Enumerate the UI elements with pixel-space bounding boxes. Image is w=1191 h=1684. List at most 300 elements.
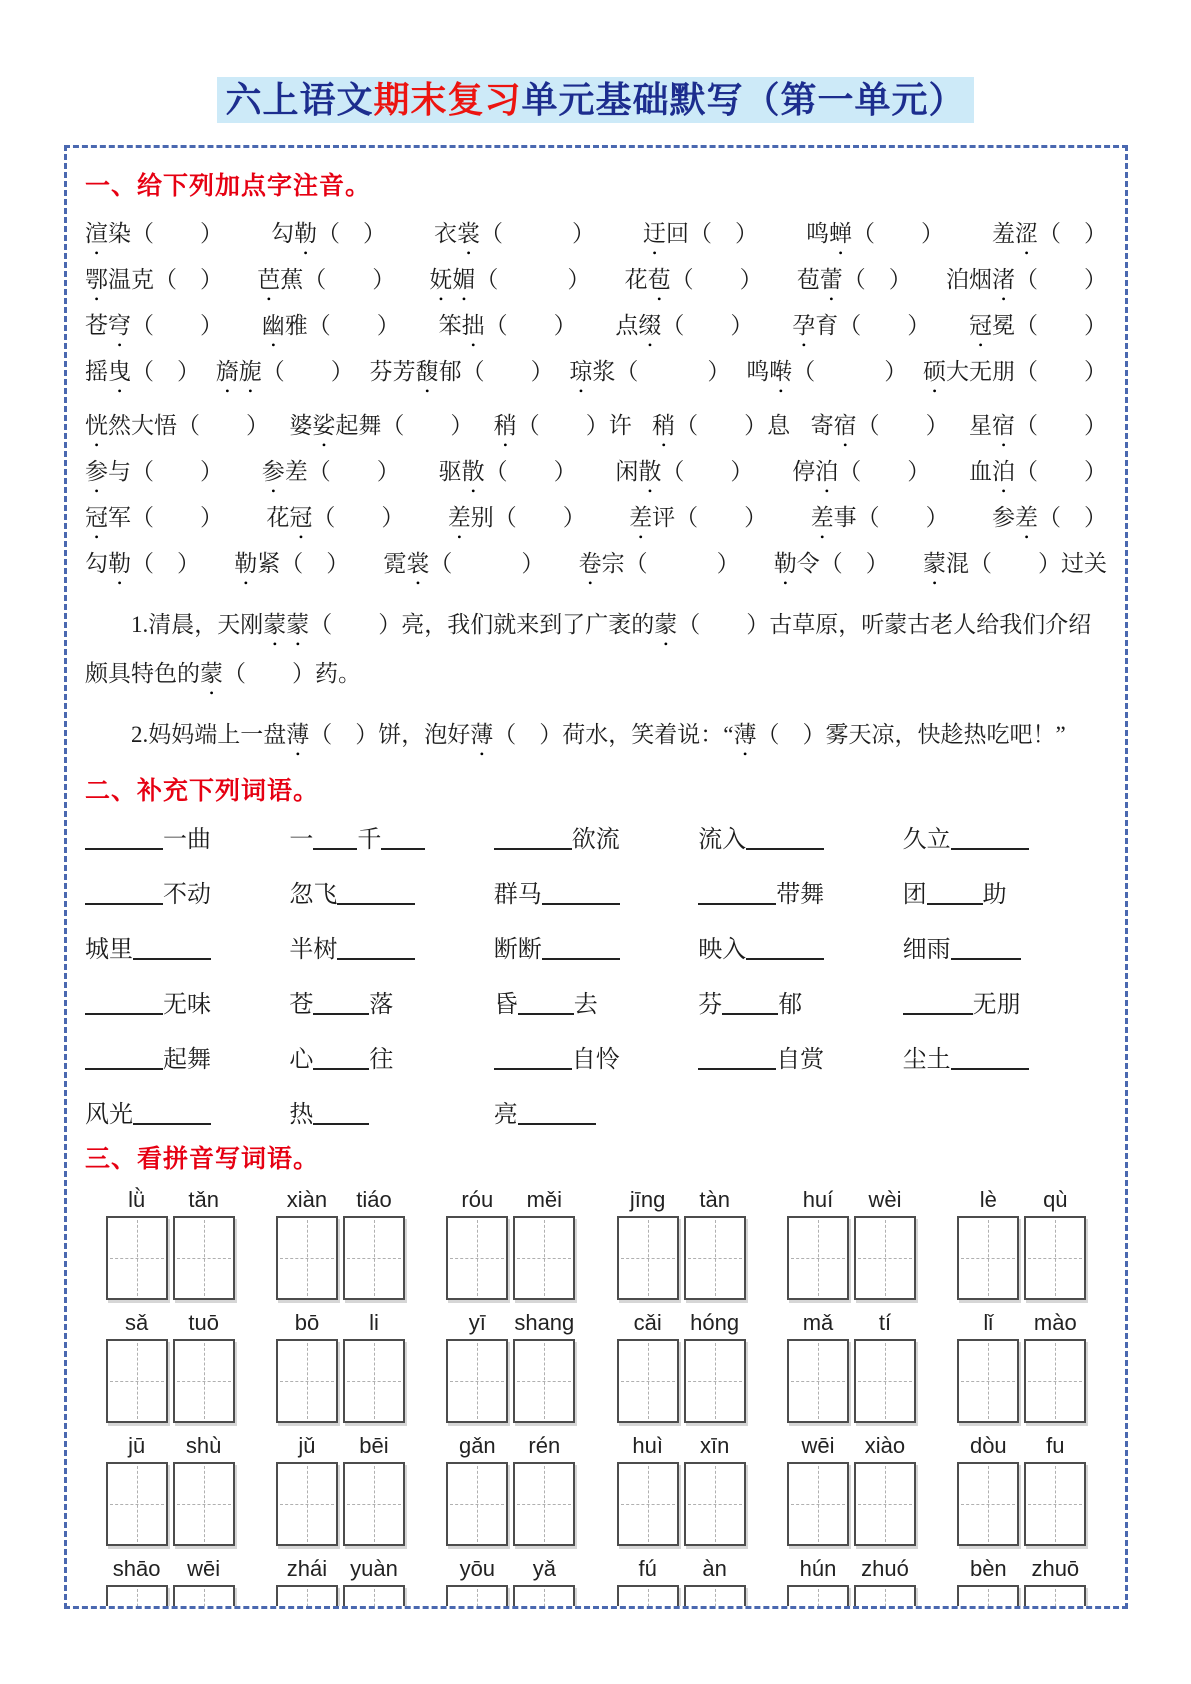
pinyin-syllable: qù bbox=[1043, 1187, 1068, 1212]
writing-box-group bbox=[766, 1585, 936, 1609]
writing-box-group bbox=[85, 1339, 255, 1423]
text-segment: 不动 bbox=[163, 882, 211, 908]
text-segment: 落 bbox=[369, 992, 394, 1018]
pinyin-writing-row bbox=[85, 1187, 1107, 1300]
text-segment: 苍 bbox=[85, 313, 108, 338]
pinyin-syllable: wēi bbox=[187, 1556, 221, 1581]
writing-box-group bbox=[937, 1585, 1107, 1609]
writing-box-group bbox=[426, 1339, 596, 1423]
pinyin-word-group bbox=[255, 1310, 425, 1336]
pinyin-word-group bbox=[937, 1433, 1107, 1459]
text-segment: （ ） bbox=[429, 551, 545, 576]
word-with-parens bbox=[271, 214, 386, 260]
writing-box-group bbox=[596, 1216, 766, 1300]
pinyin-syllable: tí bbox=[878, 1310, 892, 1335]
blank-line bbox=[903, 991, 973, 1015]
character-box bbox=[1024, 1585, 1086, 1609]
text-segment: 去 bbox=[573, 992, 598, 1018]
text-segment: 郁（ ） bbox=[438, 359, 554, 384]
word-with-parens bbox=[85, 452, 223, 498]
word-completion-item bbox=[289, 1094, 493, 1129]
word-with-parens bbox=[216, 352, 354, 398]
dotted-char: 勒 bbox=[234, 551, 258, 576]
text-segment: 事（ ） bbox=[833, 505, 949, 530]
character-box bbox=[343, 1462, 405, 1546]
section3-pinyin-writing-area bbox=[85, 1187, 1107, 1609]
character-box bbox=[173, 1462, 235, 1546]
text-segment: 点 bbox=[615, 313, 639, 338]
character-box bbox=[1024, 1339, 1086, 1423]
text-segment: 苍 bbox=[289, 992, 314, 1018]
text-segment: 浆（ ） bbox=[592, 359, 731, 384]
writing-box-group bbox=[937, 1339, 1107, 1423]
text-segment: 半树 bbox=[289, 937, 338, 963]
character-box bbox=[1024, 1462, 1086, 1546]
text-segment: 混（ ）过关 bbox=[945, 551, 1107, 576]
text-segment: （ ） bbox=[856, 413, 949, 438]
character-box bbox=[684, 1462, 746, 1546]
dotted-char: 稍 bbox=[652, 413, 676, 438]
fill-in-sentence bbox=[85, 712, 1107, 761]
text-segment: 风光 bbox=[85, 1102, 133, 1128]
word-with-parens bbox=[746, 352, 907, 398]
page-title bbox=[0, 0, 1191, 123]
word-completion-item bbox=[698, 819, 902, 854]
pinyin-syllable: shù bbox=[185, 1433, 222, 1458]
text-segment: 星 bbox=[968, 413, 992, 438]
text-segment: 芬芳 bbox=[369, 359, 416, 384]
pinyin-syllable: tiáo bbox=[356, 1187, 392, 1212]
pinyin-word-group bbox=[596, 1556, 766, 1582]
text-segment: 起舞 bbox=[163, 1047, 211, 1073]
pinyin-syllable: xiào bbox=[864, 1433, 906, 1458]
blank-line bbox=[951, 936, 1021, 960]
word-with-parens bbox=[262, 306, 400, 352]
word-with-parens bbox=[923, 352, 1107, 398]
writing-box-group bbox=[426, 1216, 596, 1300]
pinyin-syllable: sǎ bbox=[125, 1310, 149, 1335]
word-with-parens bbox=[629, 498, 767, 544]
pinyin-syllable: lǜ bbox=[128, 1187, 146, 1212]
text-segment: 芬 bbox=[698, 992, 723, 1018]
character-box bbox=[513, 1216, 575, 1300]
pinyin-annotation-row bbox=[85, 306, 1107, 352]
text-segment: （ ） bbox=[480, 221, 595, 246]
pinyin-syllable: zhuō bbox=[1031, 1556, 1080, 1581]
word-with-parens bbox=[811, 406, 949, 452]
text-segment: （ ） bbox=[131, 313, 223, 338]
section3-heading: 三、看拼音写词语。 bbox=[85, 1145, 320, 1173]
section1-pinyin-rows bbox=[85, 214, 1107, 590]
word-with-parens bbox=[806, 214, 944, 260]
word-completion-item bbox=[289, 1039, 493, 1074]
title-part-unit: 单元基础默写（第一单元） bbox=[521, 80, 966, 120]
blank-line bbox=[313, 1101, 369, 1125]
text-segment: （ ） bbox=[661, 459, 754, 484]
dotted-char: 差 bbox=[810, 505, 834, 530]
character-box bbox=[276, 1216, 338, 1300]
text-segment: 差（ ） bbox=[284, 459, 400, 484]
pinyin-syllable: dòu bbox=[969, 1433, 1007, 1458]
pinyin-word-group bbox=[426, 1433, 596, 1459]
dotted-char: 穹 bbox=[108, 313, 131, 338]
pinyin-syllable: lǐ bbox=[983, 1310, 994, 1335]
pinyin-syllable: jǔ bbox=[298, 1433, 316, 1458]
character-box bbox=[106, 1462, 168, 1546]
text-segment: 城里 bbox=[85, 937, 133, 963]
word-with-parens bbox=[946, 260, 1107, 306]
word-with-parens bbox=[85, 214, 223, 260]
text-segment: 往 bbox=[369, 1047, 394, 1073]
character-box bbox=[106, 1216, 168, 1300]
text-segment: 忽飞 bbox=[289, 882, 338, 908]
writing-box-group bbox=[766, 1462, 936, 1546]
text-segment: 别（ ） bbox=[470, 505, 586, 530]
dotted-char: 薄 bbox=[470, 722, 494, 747]
pinyin-syllable: zhái bbox=[286, 1556, 328, 1581]
text-segment: 1.清晨，天刚 bbox=[131, 612, 264, 637]
character-box bbox=[276, 1585, 338, 1609]
pinyin-word-group bbox=[937, 1187, 1107, 1213]
text-segment: （ ）药。 bbox=[223, 661, 361, 686]
dotted-char: 拙 bbox=[461, 313, 485, 338]
character-box bbox=[513, 1462, 575, 1546]
blank-line bbox=[337, 881, 415, 905]
character-box bbox=[787, 1339, 849, 1423]
word-with-parens bbox=[85, 352, 200, 398]
section1-sentences bbox=[85, 602, 1107, 761]
character-box bbox=[854, 1585, 916, 1609]
writing-box-group bbox=[426, 1585, 596, 1609]
character-box bbox=[343, 1339, 405, 1423]
blank-line bbox=[951, 1046, 1029, 1070]
blank-line bbox=[313, 1046, 369, 1070]
dotted-char: 宿 bbox=[991, 413, 1015, 438]
pinyin-word-group bbox=[766, 1433, 936, 1459]
text-segment: 团 bbox=[902, 882, 927, 908]
blank-line bbox=[85, 1046, 163, 1070]
word-with-parens bbox=[439, 452, 577, 498]
dotted-char: 硕 bbox=[922, 359, 946, 384]
pinyin-syllable: huí bbox=[802, 1187, 834, 1212]
character-box bbox=[1024, 1216, 1086, 1300]
character-box bbox=[957, 1339, 1019, 1423]
text-segment: 带舞 bbox=[776, 882, 825, 908]
writing-box-group bbox=[937, 1216, 1107, 1300]
dotted-char: 稍 bbox=[493, 413, 517, 438]
word-with-parens bbox=[429, 260, 590, 306]
character-box bbox=[854, 1216, 916, 1300]
word-with-parens bbox=[652, 406, 790, 452]
pinyin-annotation-row bbox=[85, 406, 1107, 452]
dotted-char: 蕾 bbox=[819, 267, 843, 292]
text-segment: 停 bbox=[792, 459, 816, 484]
text-segment: 花 bbox=[624, 267, 648, 292]
blank-line bbox=[494, 1046, 572, 1070]
dotted-char: 啭 bbox=[769, 359, 793, 384]
text-segment: 评（ ） bbox=[652, 505, 768, 530]
dotted-char: 孕 bbox=[792, 313, 816, 338]
word-completion-item bbox=[903, 929, 1107, 964]
pinyin-syllable: wēi bbox=[801, 1433, 835, 1458]
pinyin-syllable: yōu bbox=[459, 1556, 496, 1581]
text-segment: （ ） bbox=[1014, 459, 1107, 484]
character-box bbox=[684, 1339, 746, 1423]
text-segment: 温克（ ） bbox=[108, 267, 223, 292]
word-completion-item bbox=[698, 874, 902, 909]
word-with-parens bbox=[234, 544, 349, 590]
dotted-char: 散 bbox=[461, 459, 485, 484]
text-segment: 群马 bbox=[493, 882, 542, 908]
text-segment: （ ） bbox=[661, 313, 754, 338]
writing-box-line bbox=[85, 1462, 1107, 1546]
pinyin-syllable: cǎi bbox=[633, 1310, 662, 1335]
character-box bbox=[854, 1462, 916, 1546]
text-segment: （ ） bbox=[131, 551, 200, 576]
word-with-parens bbox=[992, 214, 1107, 260]
word-completion-item bbox=[289, 929, 493, 964]
text-segment: 一 bbox=[289, 827, 314, 853]
dotted-char: 鄂 bbox=[85, 267, 108, 292]
blank-line bbox=[722, 991, 778, 1015]
character-box bbox=[684, 1216, 746, 1300]
word-with-parens bbox=[969, 406, 1107, 452]
word-with-parens bbox=[370, 352, 554, 398]
text-segment: 2.妈妈端上一盘 bbox=[131, 722, 287, 747]
word-with-parens bbox=[579, 544, 740, 590]
dotted-char: 琼 bbox=[569, 359, 593, 384]
word-completion-item bbox=[494, 1039, 698, 1074]
character-box bbox=[513, 1585, 575, 1609]
dotted-char: 参 bbox=[85, 459, 108, 484]
text-segment: 染（ ） bbox=[108, 221, 223, 246]
text-segment: （ ） bbox=[484, 313, 577, 338]
word-with-parens bbox=[811, 498, 949, 544]
character-box bbox=[787, 1585, 849, 1609]
text-segment: （ ）许 bbox=[516, 413, 632, 438]
dotted-char: 薄 bbox=[733, 722, 757, 747]
word-with-parens bbox=[434, 214, 595, 260]
pinyin-word-group bbox=[766, 1187, 936, 1213]
text-segment: 泊烟 bbox=[945, 267, 992, 292]
text-segment: 衣 bbox=[434, 221, 457, 246]
word-completion-item bbox=[903, 874, 1107, 909]
pinyin-word-group bbox=[937, 1556, 1107, 1582]
pinyin-word-group bbox=[426, 1187, 596, 1213]
writing-box-group bbox=[596, 1585, 766, 1609]
writing-box-group bbox=[85, 1462, 255, 1546]
blank-line bbox=[927, 881, 983, 905]
pinyin-syllable: jū bbox=[128, 1433, 146, 1458]
writing-box-group bbox=[255, 1339, 425, 1423]
dotted-char: 勒 bbox=[294, 221, 317, 246]
character-box bbox=[173, 1216, 235, 1300]
blank-line bbox=[133, 936, 211, 960]
dotted-char: 幽 bbox=[261, 313, 285, 338]
text-segment: 自怜 bbox=[571, 1047, 620, 1073]
dotted-char: 冠 bbox=[968, 313, 992, 338]
character-box bbox=[343, 1585, 405, 1609]
text-segment: （ ）息 bbox=[675, 413, 791, 438]
blank-line bbox=[85, 826, 163, 850]
text-segment: 千 bbox=[357, 827, 382, 853]
pinyin-annotation-row bbox=[85, 260, 1107, 306]
word-completion-item bbox=[698, 929, 902, 964]
dotted-char: 芭 bbox=[257, 267, 281, 292]
dotted-char: 迂 bbox=[643, 221, 666, 246]
section2-heading: 二、补充下列词语。 bbox=[85, 777, 320, 805]
text-segment: 郁 bbox=[778, 992, 803, 1018]
character-box bbox=[446, 1339, 508, 1423]
pinyin-word-group bbox=[596, 1310, 766, 1336]
dotted-char: 勒 bbox=[108, 551, 131, 576]
text-segment: 无朋 bbox=[972, 992, 1021, 1018]
text-segment: 苞 bbox=[796, 267, 820, 292]
word-with-parens bbox=[85, 260, 223, 306]
text-segment: 亮 bbox=[493, 1102, 518, 1128]
character-box bbox=[787, 1462, 849, 1546]
text-segment: 与（ ） bbox=[108, 459, 223, 484]
character-box bbox=[446, 1585, 508, 1609]
pinyin-syllable: tuō bbox=[188, 1310, 219, 1335]
word-with-parens bbox=[383, 544, 544, 590]
blank-line bbox=[337, 936, 415, 960]
word-with-parens bbox=[992, 498, 1107, 544]
text-segment: 无味 bbox=[163, 992, 211, 1018]
text-segment: （ ） bbox=[852, 221, 944, 246]
text-segment: 驱 bbox=[438, 459, 462, 484]
pinyin-syllable: měi bbox=[526, 1187, 563, 1212]
pinyin-word-group bbox=[85, 1187, 255, 1213]
text-segment: （ ） bbox=[1038, 221, 1107, 246]
dotted-char: 卷 bbox=[578, 551, 602, 576]
text-segment: 蕉（ ） bbox=[280, 267, 396, 292]
text-segment: （ ） bbox=[317, 221, 386, 246]
dotted-char: 差 bbox=[629, 505, 653, 530]
dotted-char: 裳 bbox=[406, 551, 430, 576]
blank-line bbox=[133, 1101, 211, 1125]
pinyin-syllable: tǎn bbox=[188, 1187, 219, 1212]
text-segment: 昏 bbox=[493, 992, 518, 1018]
word-with-parens bbox=[969, 452, 1107, 498]
pinyin-word-group bbox=[766, 1310, 936, 1336]
title-highlight bbox=[217, 77, 973, 123]
pinyin-syllable: bēi bbox=[359, 1433, 389, 1458]
pinyin-syllable: lè bbox=[979, 1187, 997, 1212]
text-segment: （ ） bbox=[792, 359, 908, 384]
text-segment: 军（ ） bbox=[108, 505, 223, 530]
word-completion-item bbox=[494, 929, 698, 964]
pinyin-word-group bbox=[85, 1310, 255, 1336]
dotted-char: 差 bbox=[1014, 505, 1038, 530]
writing-box-group bbox=[255, 1462, 425, 1546]
text-segment: （ ） bbox=[842, 267, 912, 292]
text-segment: 大无朋（ ） bbox=[945, 359, 1107, 384]
pinyin-syllable: xīn bbox=[699, 1433, 730, 1458]
pinyin-line bbox=[85, 1187, 1107, 1213]
text-segment: 断断 bbox=[493, 937, 542, 963]
pinyin-syllable: tàn bbox=[699, 1187, 730, 1212]
word-completion-item bbox=[494, 819, 698, 854]
text-segment: 欲流 bbox=[571, 827, 620, 853]
text-segment: 然大悟（ ） bbox=[108, 413, 269, 438]
character-box bbox=[957, 1216, 1019, 1300]
text-segment: （ ） bbox=[670, 267, 763, 292]
text-segment: （ ） bbox=[1014, 413, 1107, 438]
pinyin-syllable: rén bbox=[528, 1433, 561, 1458]
pinyin-syllable: bèn bbox=[969, 1556, 1007, 1581]
blank-line bbox=[542, 936, 620, 960]
section1-heading: 一、给下列加点字注音。 bbox=[85, 172, 372, 200]
text-segment: 热 bbox=[289, 1102, 314, 1128]
text-segment: 自赏 bbox=[776, 1047, 825, 1073]
blank-line bbox=[313, 826, 357, 850]
word-completion-item bbox=[494, 1094, 698, 1129]
text-segment: （ ）饼，泡好 bbox=[309, 722, 471, 747]
blank-line bbox=[746, 936, 824, 960]
text-segment: 冕（ ） bbox=[991, 313, 1107, 338]
word-completion-item bbox=[494, 984, 698, 1019]
dotted-char: 娑 bbox=[312, 413, 336, 438]
word-with-parens bbox=[615, 306, 753, 352]
word-completion-item bbox=[698, 984, 902, 1019]
pinyin-annotation-row bbox=[85, 214, 1107, 260]
word-with-parens bbox=[797, 260, 912, 306]
writing-box-group bbox=[85, 1585, 255, 1609]
text-segment: 一曲 bbox=[163, 827, 211, 853]
dotted-char: 勒 bbox=[773, 551, 797, 576]
word-with-parens bbox=[262, 452, 400, 498]
word-with-parens bbox=[448, 498, 586, 544]
word-with-parens bbox=[439, 306, 577, 352]
pinyin-writing-row bbox=[85, 1433, 1107, 1546]
pinyin-syllable: huì bbox=[632, 1433, 663, 1458]
text-segment: （ ）荷水，笑着说：“ bbox=[493, 722, 734, 747]
text-segment: 育（ ） bbox=[815, 313, 931, 338]
character-box bbox=[276, 1462, 338, 1546]
pinyin-line bbox=[85, 1556, 1107, 1582]
character-box bbox=[446, 1462, 508, 1546]
word-completion-item bbox=[85, 1039, 289, 1074]
character-box bbox=[446, 1216, 508, 1300]
word-with-parens bbox=[923, 544, 1107, 590]
character-box bbox=[957, 1462, 1019, 1546]
pinyin-syllable: gǎn bbox=[458, 1433, 496, 1458]
pinyin-syllable: li bbox=[369, 1310, 379, 1335]
dotted-char: 涩 bbox=[1015, 221, 1038, 246]
pinyin-word-group bbox=[426, 1556, 596, 1582]
word-with-parens bbox=[85, 406, 269, 452]
word-completion-item bbox=[903, 984, 1107, 1019]
character-box bbox=[617, 1585, 679, 1609]
word-with-parens bbox=[85, 498, 223, 544]
pinyin-word-group bbox=[255, 1433, 425, 1459]
writing-box-group bbox=[596, 1462, 766, 1546]
word-completion-item bbox=[85, 874, 289, 909]
blank-line bbox=[494, 826, 572, 850]
writing-box-line bbox=[85, 1339, 1107, 1423]
text-segment: 流入 bbox=[698, 827, 747, 853]
dotted-char: 馥 bbox=[415, 359, 439, 384]
pinyin-word-group bbox=[85, 1433, 255, 1459]
pinyin-syllable: mào bbox=[1033, 1310, 1077, 1335]
word-with-parens bbox=[289, 406, 473, 452]
word-completion-item bbox=[903, 819, 1107, 854]
text-segment: （ ） bbox=[838, 459, 931, 484]
pinyin-word-group bbox=[766, 1556, 936, 1582]
word-with-parens bbox=[85, 306, 223, 352]
dotted-char: 蒙 bbox=[922, 551, 946, 576]
